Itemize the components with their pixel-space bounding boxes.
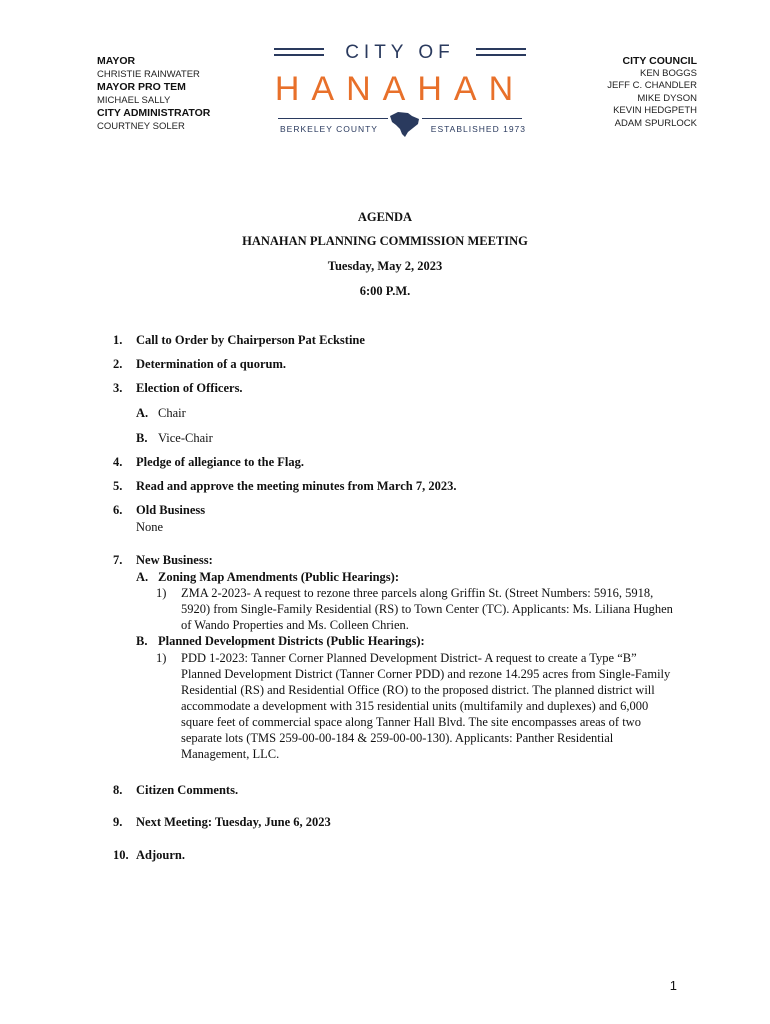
logo-county: BERKELEY COUNTY [280, 124, 378, 134]
item-number: 3. [113, 381, 123, 395]
item-number: 7. [113, 553, 123, 567]
old-business-detail: None [136, 520, 164, 534]
item-text: Citizen Comments. [136, 783, 239, 797]
agenda-item-1 [113, 332, 365, 348]
item-text: Old Business [136, 503, 206, 517]
item-number: 9. [113, 815, 123, 829]
mayor-name: CHRISTIE RAINWATER [97, 69, 200, 80]
agenda-item-4 [113, 454, 304, 470]
item-number: 2. [113, 357, 123, 371]
item-number: 10. [113, 848, 129, 862]
sub-item-text: Zoning Map Amendments (Public Hearings): [158, 570, 399, 584]
meeting-title: HANAHAN PLANNING COMMISSION MEETING [242, 234, 528, 248]
mayor-pro-tem-role: MAYOR PRO TEM [97, 81, 186, 93]
item-text: Election of Officers. [136, 381, 243, 395]
page-number: 1 [669, 978, 677, 993]
sub-item-letter: A. [136, 570, 149, 584]
item-number: 8. [113, 783, 123, 797]
sub-sub-text: ZMA 2-2023- A request to rezone three parcels along Griffin St. (Street Numbers: 5916, 5918, 5920) from Single-Family Residential (RS) to Town Center (TC). Applicants: Ms. Liliana Hughen of Wando Properties and Ms. Colleen Chrien. [181, 586, 673, 632]
item-text: Adjourn. [136, 848, 185, 862]
sub-item-chair [136, 405, 186, 421]
meeting-time: 6:00 P.M. [359, 284, 411, 298]
sub-sub-number: 1) [156, 651, 167, 665]
city-logo [270, 42, 530, 142]
mayor-role: MAYOR [97, 55, 136, 67]
item-number: 1. [113, 333, 123, 347]
agenda-item-9 [113, 814, 331, 830]
council-member: ADAM SPURLOCK [614, 117, 697, 129]
sub-item-text: Vice-Chair [158, 431, 213, 445]
item-number: 6. [113, 503, 123, 517]
agenda-item-10 [113, 847, 185, 863]
agenda-item-8 [113, 782, 238, 798]
mayor-pro-tem-name: MICHAEL SALLY [97, 95, 171, 106]
sub-item-letter: B. [136, 634, 148, 648]
sub-item-pdd [136, 633, 425, 649]
sub-item-letter: B. [136, 431, 148, 445]
pdd-request [156, 650, 676, 762]
item-number: 5. [113, 479, 123, 493]
agenda-item-6 [113, 502, 205, 518]
logo-rule [422, 118, 522, 119]
sub-item-text: Planned Development Districts (Public Hearings): [158, 634, 425, 648]
meeting-date: Tuesday, May 2, 2023 [327, 259, 443, 273]
agenda-item-2 [113, 356, 286, 372]
administrator-role: CITY ADMINISTRATOR [97, 107, 211, 119]
item-text: Determination of a quorum. [136, 357, 286, 371]
item-text: Pledge of allegiance to the Flag. [136, 455, 305, 469]
logo-city-of: CITY OF [345, 42, 455, 63]
logo-established: ESTABLISHED 1973 [430, 124, 526, 134]
left-officers-block [97, 55, 210, 133]
council-member: KEVIN HEDGPETH [613, 105, 697, 116]
item-text: Next Meeting: Tuesday, June 6, 2023 [136, 815, 331, 829]
agenda-item-5 [113, 478, 456, 494]
administrator-name: COURTNEY SOLER [97, 121, 185, 132]
sub-item-zoning [136, 569, 399, 585]
item-text: Read and approve the meeting minutes from March 7, 2023. [136, 479, 457, 493]
sub-item-vice-chair [136, 430, 213, 446]
council-role: CITY COUNCIL [622, 55, 697, 67]
agenda-title: AGENDA [357, 210, 413, 224]
logo-city-name: HANAHAN [274, 70, 526, 108]
council-member: KEN BOGGS [639, 67, 697, 79]
item-text: Call to Order by Chairperson Pat Eckstine [136, 333, 365, 347]
sub-sub-text: PDD 1-2023: Tanner Corner Planned Development District- A request to create a Type “B” Planned Development District (Tanner Corner PDD) and rezone 14.295 acres from Single-Family Residential (RS) and Residential Office (RO) to the proposed district. The planned district will accommodate a development with 315 residential units (multifamily and duplexes) and 6,000 square feet of commercial space along Tanner Hall Blvd. The site encompasses areas of two separate lots (TMS 259-00-00-184 & 259-00-00-130). Applicants: Panther Residential Management, LLC. [181, 651, 671, 761]
logo-rule [278, 118, 388, 119]
agenda-item-7 [113, 552, 213, 568]
agenda-item-3 [113, 380, 243, 396]
sub-item-text: Chair [158, 406, 186, 420]
item-text: New Business: [136, 553, 213, 567]
sub-item-letter: A. [136, 406, 149, 420]
south-carolina-state-icon [388, 110, 422, 138]
sub-sub-number: 1) [156, 586, 167, 600]
council-member: JEFF C. CHANDLER [607, 80, 697, 91]
city-council-block [607, 55, 697, 130]
zma-request [156, 585, 676, 633]
item-number: 4. [113, 455, 123, 469]
council-member: MIKE DYSON [637, 92, 697, 104]
